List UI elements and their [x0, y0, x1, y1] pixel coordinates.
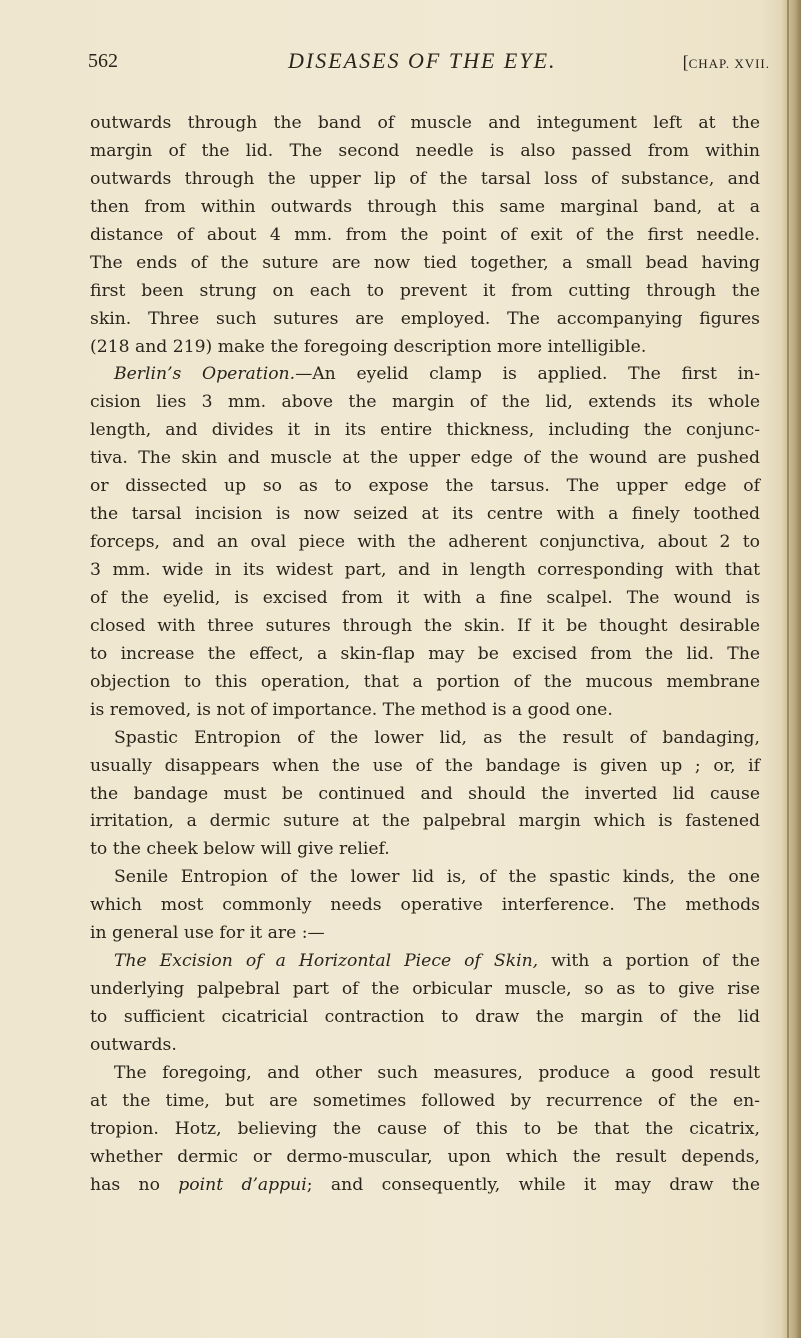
chapter-bracket: [ — [682, 52, 689, 72]
section-heading: The Excision of a Horizontal Piece of Skin, — [114, 951, 539, 972]
text-line: of the eyelid, is excised from it with a fine scalpel. The wound is — [90, 587, 760, 608]
text-line: length, and divides it in its entire thickness, including the conjunc- — [90, 420, 760, 441]
section-heading-line: Berlin’s Operation.—An eyelid clamp is applied. The first in- — [114, 364, 760, 385]
text-line: (218 and 219) make the foregoing description more intelligible. — [90, 336, 647, 357]
text-line: then from within outwards through this same marginal band, at a — [90, 196, 760, 217]
text-line: has no point d’appui; and consequently, while it may draw the — [90, 1174, 760, 1195]
text-line: tropion. Hotz, believing the cause of this to be that the cicatrix, — [90, 1118, 760, 1139]
text-line: the tarsal incision is now seized at its centre with a finely toothed — [90, 504, 760, 525]
chapter-label: CHAP. XVII. — [688, 56, 770, 71]
text-line: distance of about 4 mm. from the point of exit of the first needle. — [90, 224, 760, 245]
running-title: DISEASES OF THE EYE. — [288, 48, 557, 73]
text-line: skin. Three such sutures are employed. The accompanying figures — [90, 308, 760, 329]
text-line: to increase the effect, a skin-flap may be excised from the lid. The — [90, 643, 760, 664]
italic-phrase: point d’appui — [178, 1174, 307, 1195]
text-line: first been strung on each to prevent it from cutting through the — [90, 280, 760, 301]
text-line: outwards. — [90, 1034, 177, 1055]
text-line: objection to this operation, that a portion of the mucous membrane — [90, 671, 760, 692]
binding-shadow-line — [787, 0, 789, 1338]
text-line: which most commonly needs operative interference. The methods — [90, 895, 760, 916]
text-line: in general use for it are :— — [90, 923, 325, 944]
text-line: 3 mm. wide in its widest part, and in length corresponding with that — [90, 560, 760, 580]
chapter-reference — [683, 52, 770, 73]
text-line: to the cheek below will give relief. — [90, 839, 390, 860]
text-line: forceps, and an oval piece with the adherent conjunctiva, about 2 to — [90, 532, 760, 553]
text-line: irritation, a dermic suture at the palpebral margin which is fastened — [90, 811, 760, 832]
body-text — [90, 110, 760, 1200]
running-header — [88, 50, 770, 80]
text-line: Spastic Entropion of the lower lid, as the result of bandaging, — [114, 727, 760, 748]
text-line: underlying palpebral part of the orbicular muscle, so as to give rise — [90, 979, 760, 1000]
text-line: The foregoing, and other such measures, produce a good result — [114, 1062, 760, 1083]
text-line: outwards through the band of muscle and integument left at the — [90, 113, 760, 133]
text-line: tiva. The skin and muscle at the upper edge of the wound are pushed — [90, 448, 760, 469]
text-line: is removed, is not of importance. The method is a good one. — [90, 699, 613, 720]
text-line: closed with three sutures through the skin. If it be thought desirable — [90, 615, 760, 636]
text-line: at the time, but are sometimes followed by recurrence of the en- — [90, 1090, 760, 1111]
page-number: 562 — [88, 50, 118, 72]
text-line: whether dermic or dermo-muscular, upon which the result depends, — [90, 1146, 760, 1167]
text-line: cision lies 3 mm. above the margin of the lid, extends its whole — [90, 392, 760, 413]
text-line: outwards through the upper lip of the tarsal loss of substance, and — [90, 168, 760, 189]
page-edge — [781, 0, 801, 1338]
section-heading: Berlin’s Operation. — [114, 364, 296, 385]
text-line: margin of the lid. The second needle is also passed from within — [90, 140, 760, 161]
text-line: usually disappears when the use of the bandage is given up ; or, if — [90, 755, 760, 776]
text-line: the bandage must be continued and should the inverted lid cause — [90, 783, 760, 804]
section-heading-line: The Excision of a Horizontal Piece of Skin, with a portion of the — [114, 951, 760, 972]
text-line: or dissected up so as to expose the tarsus. The upper edge of — [90, 476, 760, 497]
text-line: Senile Entropion of the lower lid is, of the spastic kinds, the one — [114, 867, 760, 888]
text-line: to sufficient cicatricial contraction to draw the margin of the lid — [90, 1007, 760, 1027]
text-line: The ends of the suture are now tied together, a small bead having — [90, 252, 760, 273]
